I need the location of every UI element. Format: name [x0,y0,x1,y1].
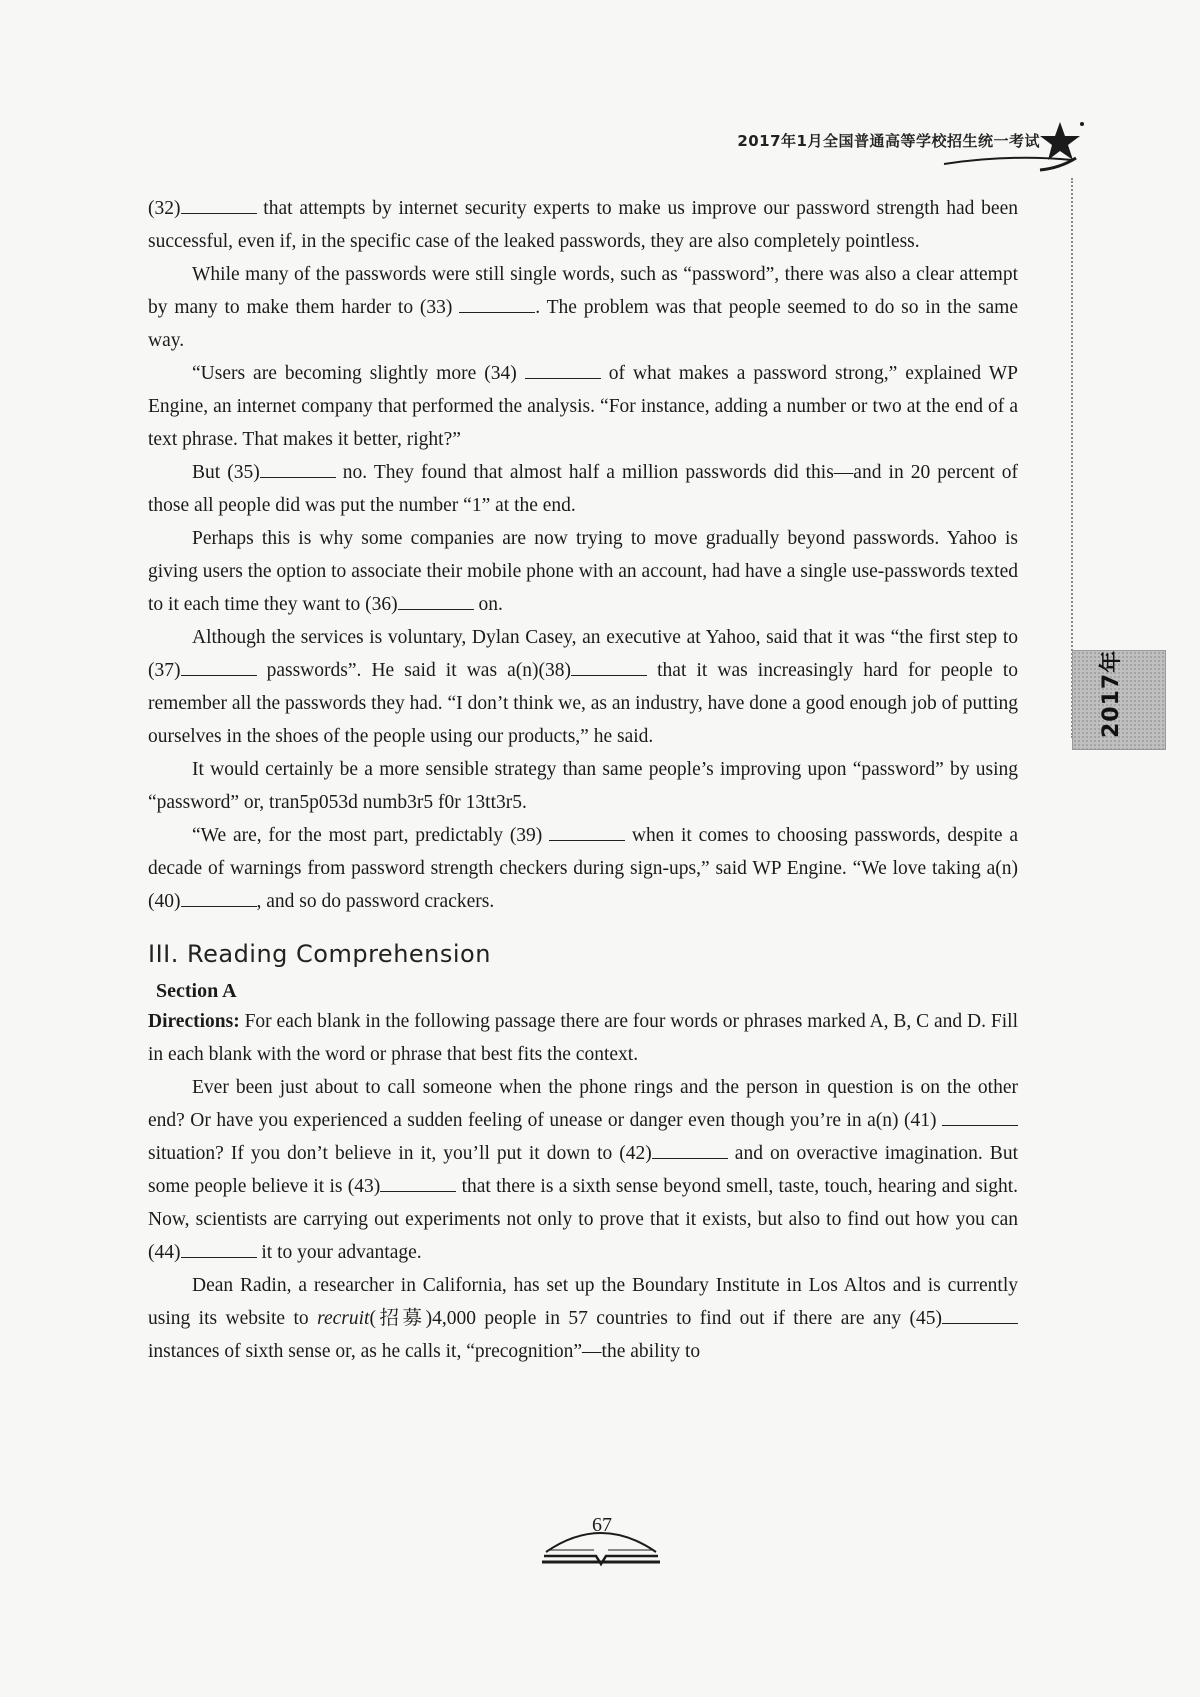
paragraph: Although the services is voluntary, Dylan Casey, an executive at Yahoo, said that it was “the first step to (37) passwords”. He said it was a(n)(38) that it was increasingly hard for people to remember all the passwords they had. “I don’t think we, as an industry, have done a good enough job of putting ourselves in the shoes of the people using our products,” he said. [148,627,1019,747]
paragraph: (32) that attempts by internet security experts to make us improve our password strength had been successful, even if, in the specific case of the leaked passwords, they are also completely pointless. [148,192,1018,258]
paragraph: While many of the passwords were still single words, such as “password”, there was also a clear attempt by many to make them harder to (33) . The problem was that people seemed to do so in the same way. [148,264,1019,351]
answer-blank[interactable] [181,195,257,214]
paragraph: “We are, for the most part, predictably (39) when it comes to choosing passwords, despite a decade of warnings from password strength checkers during sign-ups,” said WP Engine. “We love taking a(n) (40) , and so do password crackers. [148,819,1018,918]
swoosh-ornament [940,150,1080,174]
answer-blank[interactable] [549,822,625,841]
answer-blank[interactable] [942,1107,1018,1126]
answer-blank[interactable] [459,294,535,313]
answer-blank[interactable] [181,657,257,676]
answer-blank[interactable] [942,1305,1018,1324]
answer-blank[interactable] [380,1173,456,1192]
answer-blank[interactable] [525,360,601,379]
body-text [148,192,1018,1368]
paragraph: “Users are becoming slightly more (34) of what makes a password strong,” explained WP Engine, an internet company that performed the analysis. “For instance, adding a number or two at the end of a text phrase. That makes it better, right?” [148,357,1018,456]
page-number: 67 [592,1514,612,1536]
directions: Directions: For each blank in the following passage there are four words or phrases marked A, B, C and D. Fill in each blank with the word or phrase that best fits the context. [148,1011,1018,1065]
answer-blank[interactable] [652,1140,728,1159]
answer-blank[interactable] [260,459,336,478]
paragraph: Dean Radin, a researcher in California, has set up the Boundary Institute in Los Altos and is currently using its website to recruit(招募)4,000 people in 57 countries to find out if there are any (45) instances of sixth sense or, as he calls it, “precognition”—the ability to [148,1275,1018,1362]
paragraph: Perhaps this is why some companies are now trying to move gradually beyond passwords. Yahoo is giving users the option to associate their mobile phone with an account, had have a single use-passwords texted to it each time they want to (36) on. [148,528,1018,615]
paragraph: But (35) no. They found that almost half a million passwords did this—and in 20 percent of those all people did was put the number “1” at the end. [148,456,1018,522]
subsection-heading: Section A [156,980,237,1002]
answer-blank[interactable] [398,591,474,610]
year-tab-label: 2017年 [1099,649,1124,738]
answer-blank[interactable] [571,657,647,676]
answer-blank[interactable] [181,888,257,907]
directions-label: Directions: [148,1011,240,1032]
answer-blank[interactable] [181,1239,257,1258]
running-head: 2017年1月全国普通高等学校招生统一考试 [737,132,1040,150]
paragraph: Ever been just about to call someone when the phone rings and the person in question is on the other end? Or have you experienced a sudden feeling of unease or danger even though you’re in a(n) (41) situation? If you don’t believe in it, you’ll put it down to (42) and on overactive imagination. But some people believe it is (43) that there is a sixth sense beyond smell, taste, touch, hearing and sight. Now, scientists are carrying out experiments not only to prove that it exists, but also to find out how you can (44) it to your advantage. [148,1077,1018,1263]
paragraph: It would certainly be a more sensible strategy than same people’s improving upon “password” by using “password” or, tran5p053d numb3r5 f0r 13tt3r5. [148,759,1018,813]
section-heading: III. Reading Comprehension [148,940,491,968]
